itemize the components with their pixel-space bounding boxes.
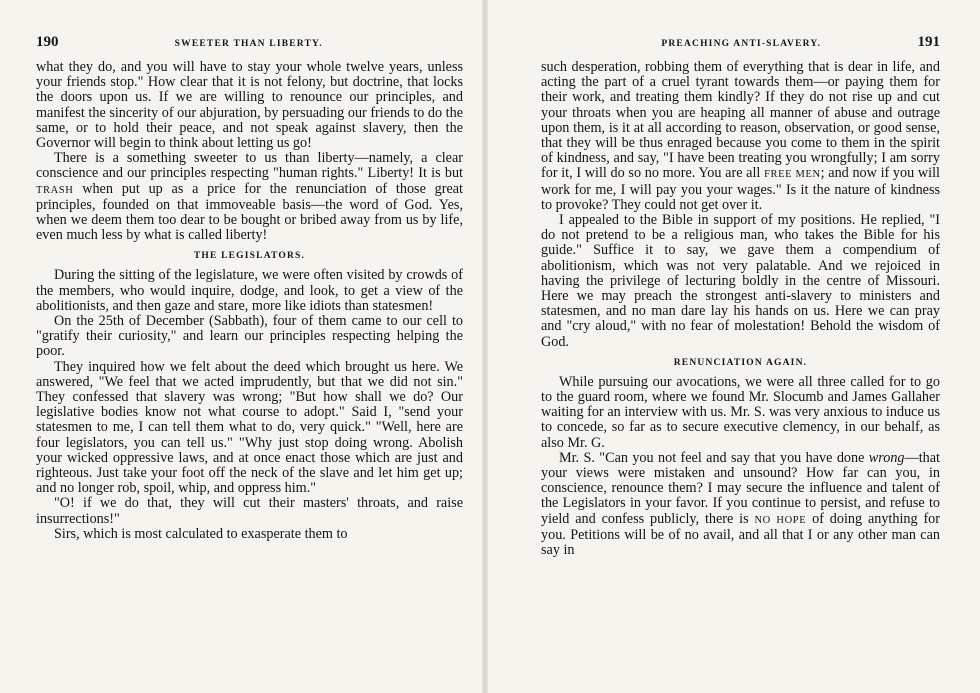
paragraph: Sirs, which is most calculated to exasperate them to <box>54 525 348 542</box>
running-head: PREACHING ANTI-SLAVERY. <box>661 39 822 49</box>
page-number: 191 <box>917 34 940 50</box>
small-caps-word: FREE MEN <box>764 169 821 181</box>
paragraph: such desperation, robbing them of everything that is dear in life, and acting the part of a cruel tyrant towards them—or paying them for their work, and treating them kindly? If they do not rise up and cut your throats when you are heaping all manner of abuse and outrage upon them, is it at all according to reason, observation, or good sense, that they will be thus enraged because you come to them in the spirit of kindness, and say, "I have been treating you wrongfully; I am sorry for it, I will do so no more. You are all FREE MEN; and now if you will work for me, I will pay you your wages." Is it the nature of kindness to provoke? They could not get over it. <box>541 59 940 213</box>
left-page-body <box>36 60 463 542</box>
paragraph: On the 25th of December (Sabbath), four of them came to our cell to "gratify their curiosity," and learn our principles respecting helping the poor. <box>36 313 463 360</box>
paragraph: what they do, and you will have to stay your whole twelve years, unless your friends stop." How clear that it is not felony, but doctrine, that locks the doors upon us. If we are willing to renounce our principles, and manifest the sincerity of our abjuration, by persuading our friends to do the same, or to hold their peace, and not speak against slavery, then the Governor will begin to think about letting us go! <box>36 59 463 152</box>
section-heading: THE LEGISLATORS. <box>193 251 306 262</box>
section-heading: RENUNCIATION AGAIN. <box>673 357 808 368</box>
right-page <box>485 0 980 693</box>
paragraph: While pursuing our avocations, we were all three called for to go to the guard room, where we found Mr. Slocumb and James Gallaher waiting for an interview with us. Mr. S. was very anxious to induce us to concede, so far as to secure executive clemency, in our behalf, as also Mr. G. <box>541 373 940 451</box>
left-page <box>0 0 485 693</box>
page-number: 190 <box>36 34 59 50</box>
right-page-header <box>541 34 940 56</box>
small-caps-word: NO HOPE <box>754 514 807 526</box>
paragraph: I appealed to the Bible in support of my positions. He replied, "I do not pretend to be a religious man, who takes the Bible for his guide." Suffice it to say, we gave them a compendium of abolitionism, which was not very palatable. And we rejoiced in having the privilege of lecturing boldly in the centre of Missouri. Here we may preach the strongest anti-slavery to ministers and statesmen, and no man dare lay his hands on us. Here we can pray and "cry aloud," with no fear of molestation! Behold the wisdom of God. <box>541 212 940 350</box>
running-head: SWEETER THAN LIBERTY. <box>174 39 323 49</box>
paragraph: There is a something sweeter to us than liberty—namely, a clear conscience and our principles respecting "human rights." Liberty! It is but TRASH when put up as a price for the renunciation of those great principles, founded on that immoveable basis—the word of God. Yes, when we deem them too dear to be bought or bribed away from us by life, even much less by what is called liberty! <box>36 150 463 244</box>
right-page-body <box>541 60 940 558</box>
paragraph: Mr. S. "Can you not feel and say that you have done wrong—that your views were mistaken and unsound? How far can you, in conscience, renounce them? I may secure the influence and talent of the Legislators in your favor. If you continue to persist, and refuse to yield and confess publicly, there is NO HOPE of doing anything for you. Petitions will be of no avail, and all that I or any other man can say in <box>541 449 940 559</box>
paragraph: "O! if we do that, they will cut their masters' throats, and raise insurrections!" <box>36 495 463 527</box>
paragraph: During the sitting of the legislature, we were often visited by crowds of the members, who would inquire, dodge, and look, to get a view of the abolitionists, and then gaze and stare, more like idiots than statesmen! <box>36 267 463 314</box>
paragraph: They inquired how we felt about the deed which brought us here. We answered, "We feel that we acted imprudently, but that we did not sin." They confessed that slavery was wrong; "But how shall we do? Our legislative bodies know not what course to adopt." Said I, "send your statesmen to me, I can tell them what to do, very quick." "Well, here are four legislators, you can tell us." "Why just stop doing wrong. Abolish your wicked oppressive laws, and at once enact those which are just and righteous. Just take your foot off the neck of the slave and let him get up; and no longer rob, spoil, whip, and oppress him." <box>36 358 463 497</box>
italic-word: wrong <box>868 449 905 466</box>
left-page-header <box>36 34 463 56</box>
small-caps-word: TRASH <box>36 184 74 196</box>
